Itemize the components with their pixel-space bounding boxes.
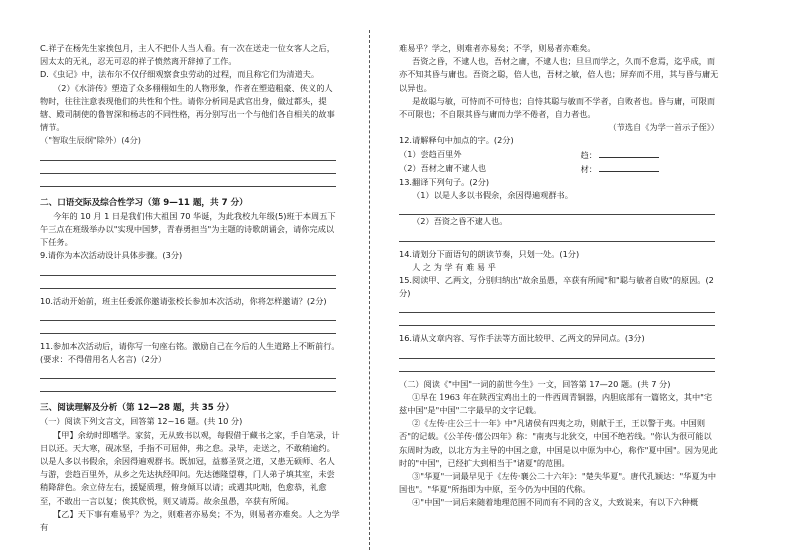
china-paragraph-2: ②《左传·庄公三十一年》中"凡诸侯有四夷之功，则献于王，王以警于夷。中国则否"的记载。《公羊传·僖公四年》称："南夷与北狄交，中国不绝若线。"你认为很可能以东周时为政，以北方为主导的中国之意，中国是以中原为中心，称作"夏中国"。因为见此时的"中国"，已经扩大到相当于"诸夏"的范围。 — [399, 418, 718, 468]
question-15: 15.阅读甲、乙两文，分别归纳出"故余虽愚，卒获有所闻"和"聪与敏者自败"的原因。(2分) — [399, 275, 714, 299]
answer-line[interactable] — [40, 174, 336, 187]
question-16: 16.请从文章内容、写作手法等方面比较甲、乙两文的异同点。(3分) — [399, 333, 645, 344]
question-11: 11.参加本次活动后，请你写一句座右铭。激励自己在今后的人生道路上不断前行。(要求：不得借用名人名言)（2分） — [40, 340, 340, 365]
question-13: 13.翻译下列句子。(2分) — [399, 177, 490, 188]
subsection-1-title: （一）阅读下列文言文，回答第 12~16 题。(共 10 分) — [40, 416, 243, 427]
question-12-2-row — [399, 162, 719, 176]
question-12-1-row — [399, 148, 719, 162]
answer-line[interactable] — [40, 321, 336, 334]
subsection-2-title: （二）阅读《"中国"一词的前世今生》一文，回答第 17—20 题。(共 7 分) — [399, 378, 671, 389]
section-2-intro: 今年的 10 月 1 日是我们伟大祖国 70 华诞，为此我校九年级(5)班于本周五下午三点在班级举办以"实现中国梦，青春勇担当"为主题的诗歌朗诵会，请你完成以下任务。 — [40, 210, 336, 248]
passage-yi-paragraph-2: 吾资之昏，不逮人也，吾材之庸，不逮人也；旦旦而学之，久而不怠焉，迄乎成，而亦不知其昏与庸也。吾资之聪，倍人也，吾材之敏，倍人也；屏弃而不用，其与昏与庸无以异也。 — [399, 56, 719, 93]
section-3-title: 三、阅读理解及分析（第 12—28 题，共 35 分） — [40, 403, 234, 414]
answer-line[interactable] — [40, 366, 336, 379]
passage-yi-continued: 难易乎？学之，则难者亦易矣；不学，则易者亦难矣。 — [399, 43, 596, 53]
question-13-1: （1）以是人多以书假余，余因得遍观群书。 — [412, 190, 573, 201]
answer-line[interactable] — [399, 346, 715, 359]
answer-line[interactable] — [399, 202, 715, 215]
answer-line[interactable] — [399, 313, 715, 326]
passage-jia: 【甲】余幼时即嗜学。家贫，无从致书以观，每假借于藏书之家，手自笔录，计日以还。天大寒，砚冰坚，手指不可屈伸，弗之怠。录毕，走送之，不敢稍逾约。以是人多以书假余，余因得遍观群书。既加冠，益慕圣贤之道，又患无硕师、名人与游，尝趋百里外，从乡之先达执经叩问。先达德隆望尊，门人弟子填其室，未尝稍降辞色。余立侍左右，援疑质理，俯身倾耳以请；或遇其叱咄，色愈恭，礼愈至，不敢出一言以复；俟其欣悦，则又请焉。故余虽愚，卒获有所闻。 — [40, 429, 340, 506]
passage-source: （节选自《为学一首示子侄》） — [608, 122, 719, 133]
passage-yi-paragraph-3: 是故聪与敏，可恃而不可恃也；自恃其聪与敏而不学者，自败者也。昏与庸，可限而不可限也；不自限其昏与庸而力学不倦者，自力者也。 — [399, 95, 716, 120]
china-paragraph-4: ④"中国"一词后来随着地理范围不同而有不同的含义，大致说来，有以下六种概 — [412, 497, 699, 508]
question-12-1: （1）尝趋百里外 — [399, 148, 462, 159]
question-14-sentence[interactable]: 人 之 为 学 有 难 易 乎 — [412, 261, 496, 272]
answer-line[interactable] — [399, 300, 715, 313]
answer-line[interactable] — [40, 276, 336, 289]
passage-yi-start: 【乙】天下事有难易乎？为之，则难者亦易矣；不为，则易者亦难矣。人之为学有 — [40, 508, 340, 533]
answer-line[interactable] — [40, 263, 336, 276]
question-9: 9.请你为本次活动设计具体步骤。(3分) — [40, 250, 183, 261]
answer-blank[interactable] — [599, 148, 659, 158]
answer-line[interactable] — [40, 379, 336, 392]
answer-blank[interactable] — [599, 162, 659, 172]
column-divider — [369, 30, 370, 550]
question-13-2: （2）吾资之昏不逮人也。 — [412, 216, 508, 227]
question-2-text: （2）《水浒传》塑造了众多栩栩如生的人物形象，作者在塑造粗豪、侠义的人物时，往往注意表现他们的共性和个性。请你分析同是武官出身，做过都头，提辖、殿司制使的鲁智深和杨志的不同性格，再分别写出一个与他们各自相关的故事情节。 — [40, 82, 335, 133]
china-paragraph-1: ①早在 1963 年在陕西宝鸡出土的一件西周青铜器，内胆底部有一篇铭文，其中"宅兹中国"是"中国"二字最早的文字记载。 — [399, 391, 713, 416]
question-12-1-label: 趋： — [580, 149, 597, 160]
answer-line[interactable] — [40, 161, 336, 174]
china-paragraph-3: ③"华夏"一词最早见于《左传·襄公二十六年》："楚失华夏"。唐代孔颖达："华夏为中国也"。"华夏"所指即为中原，至今仍为中国的代称。 — [399, 471, 717, 495]
answer-line[interactable] — [40, 308, 336, 321]
answer-line[interactable] — [399, 359, 715, 372]
section-2-title: 二、口语交际及综合性学习（第 9—11 题，共 7 分） — [40, 197, 248, 208]
option-d: D.《虫记》中，法布尔不仅仔细观察食虫劳动的过程，而且称它们为清道夫。 — [40, 69, 320, 80]
answer-line[interactable] — [399, 229, 715, 242]
question-12-2: （2）吾材之庸不逮人也 — [399, 162, 487, 173]
question-12-2-label: 材： — [580, 163, 597, 174]
question-2-note: （"智取生辰纲"除外）(4分) — [40, 135, 142, 146]
question-10: 10.活动开始前，班主任委派你邀请张校长参加本次活动，你将怎样邀请？(2分) — [40, 295, 327, 306]
option-c: C.祥子在杨先生家挨包月，主人不把仆人当人看。有一次在送走一位女客人之后，因太太的无礼，忍无可忍的祥子愤然离开辞掉了工作。 — [40, 43, 335, 67]
answer-line[interactable] — [40, 148, 336, 161]
left-column — [40, 42, 340, 534]
question-14: 14.请划分下面语句的朗读节奏，只划一处。(1分) — [399, 248, 580, 259]
right-column — [399, 42, 719, 510]
question-12: 12.请解释句中加点的字。(2分) — [399, 135, 514, 146]
